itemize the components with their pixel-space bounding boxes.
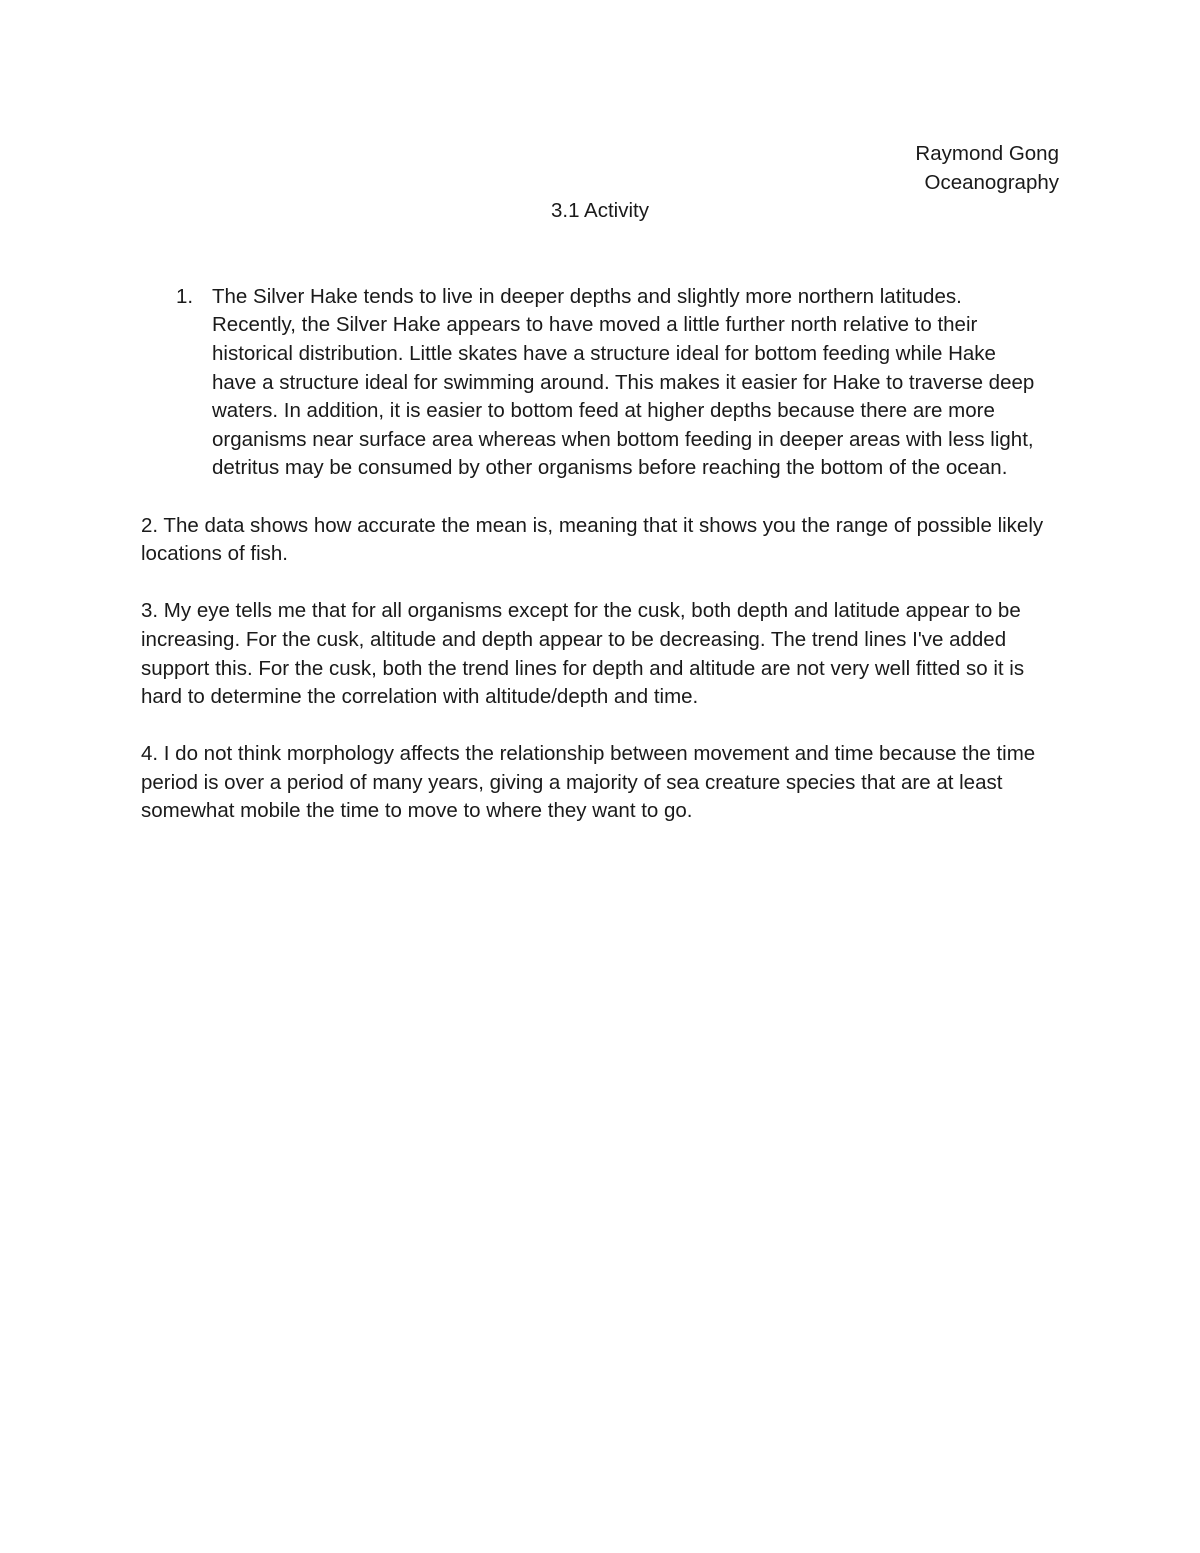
document-title: 3.1 Activity: [551, 199, 649, 223]
author-name: Raymond Gong: [915, 142, 1059, 165]
title-spacer: [141, 226, 1059, 283]
answer-1-text: The Silver Hake tends to live in deeper depths and slightly more northern latitudes. Recently, the Silver Hake appears to have moved a little further north relative to their historical distribution. Little skates have a structure ideal for bottom feeding while Hake have a structure ideal for swimming around. This makes it easier for Hake to traverse deep waters. In addition, it is easier to bottom feed at higher depths because there are more organisms near surface area whereas when bottom feeding in deeper areas with less light, detritus may be consumed by other organisms before reaching the bottom of the ocean.: [212, 284, 1035, 480]
answer-2: 2. The data shows how accurate the mean is, meaning that it shows you the range of possible likely locations of fish.: [141, 513, 1044, 566]
course-name: Oceanography: [924, 170, 1059, 194]
document-body: [141, 140, 1059, 826]
answer-4: 4. I do not think morphology affects the relationship between movement and time because the time period is over a period of many years, giving a majority of sea creature species that are at least somewhat mobile the time to move to where they want to go.: [141, 742, 1036, 823]
answer-1-number: 1.: [176, 284, 194, 308]
answer-3: 3. My eye tells me that for all organisms except for the cusk, both depth and latitude appear to be increasing. For the cusk, altitude and depth appear to be decreasing. The trend lines I've added support this. For the cusk, both the trend lines for depth and altitude are not very well fitted so it is hard to determine the correlation with altitude/depth and time.: [141, 599, 1025, 709]
answer-1: [141, 283, 1042, 483]
